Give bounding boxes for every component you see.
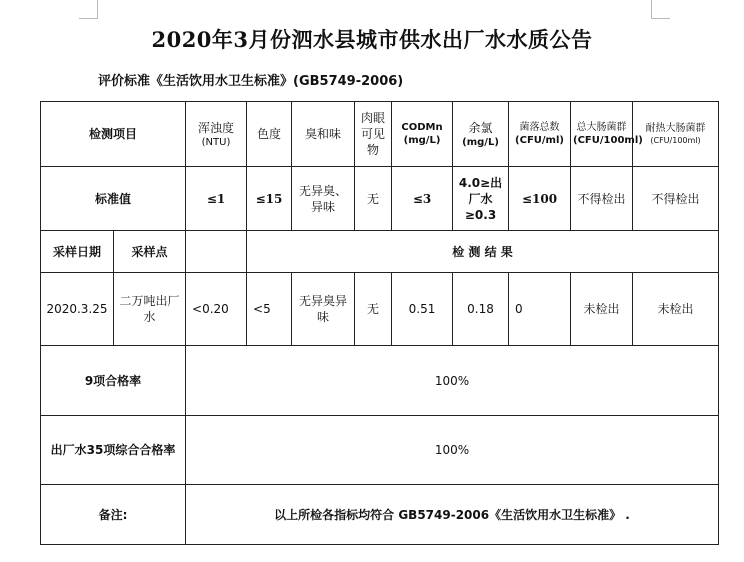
pass-rate-35-row <box>41 416 719 485</box>
bacteria-header <box>509 102 571 167</box>
standard-label: 标准值 <box>41 167 186 231</box>
bacteria-header-unit: (CFU/ml) <box>515 135 564 146</box>
turbidity-header-label: 浑浊度 <box>198 120 235 135</box>
result-point: 二万吨出厂水 <box>114 273 186 346</box>
chlorine-header-unit: (mg/L) <box>462 136 499 148</box>
standard-cod: ≤3 <box>392 167 453 231</box>
result-chlorine: 0.18 <box>453 273 509 346</box>
standard-color: ≤15 <box>247 167 292 231</box>
thermo-coliform-header-unit: (CFU/100ml) <box>650 136 701 145</box>
turbidity-header-unit: (NTU) <box>201 136 231 148</box>
results-header: 检 测 结 果 <box>247 231 719 273</box>
result-visible: 无 <box>355 273 392 346</box>
cod-header <box>392 102 453 167</box>
bacteria-header-label: 菌落总数 <box>519 122 560 133</box>
turbidity-header <box>186 102 247 167</box>
standard-chlorine: 4.0≥出厂水≥0.3 <box>453 167 509 231</box>
header-row <box>41 102 719 167</box>
odor-header: 臭和味 <box>292 102 355 167</box>
item-header: 检测项目 <box>41 102 186 167</box>
evaluation-standard: 评价标准《生活饮用水卫生标准》(GB5749-2006) <box>98 74 404 89</box>
result-turbidity: <0.20 <box>186 273 247 346</box>
coliform-header-label: 总大肠菌群 <box>576 122 627 133</box>
cod-header-unit: (mg/L) <box>403 135 441 146</box>
standard-visible: 无 <box>355 167 392 231</box>
thermo-coliform-header-label: 耐热大肠菌群 <box>645 123 706 134</box>
sampling-point-header: 采样点 <box>114 231 186 273</box>
coliform-header <box>571 102 643 167</box>
cod-header-label: CODMn <box>401 122 443 133</box>
page-corner-mark-left <box>79 0 98 19</box>
remarks-label: 备注: <box>41 485 186 545</box>
result-cod: 0.51 <box>392 273 453 346</box>
pass-rate-9-value: 100% <box>186 346 719 416</box>
pass-rate-9-row <box>41 346 719 416</box>
chlorine-header-label: 余氯 <box>468 120 493 135</box>
result-coliform: 未检出 <box>571 273 633 346</box>
result-thermo-coliform: 未检出 <box>633 273 719 346</box>
standard-thermo-coliform: 不得检出 <box>633 167 719 231</box>
result-date: 2020.3.25 <box>41 273 114 346</box>
remarks-text: 以上所检各指标均符合 GB5749-2006《生活饮用水卫生标准》 . <box>186 485 719 545</box>
standard-coliform: 不得检出 <box>571 167 633 231</box>
pass-rate-35-label: 出厂水35项综合合格率 <box>41 416 186 485</box>
remarks-row <box>41 485 719 545</box>
chlorine-header <box>453 102 509 167</box>
results-header-row <box>41 231 719 273</box>
pass-rate-9-label: 9项合格率 <box>41 346 186 416</box>
result-odor: 无异臭异味 <box>292 273 355 346</box>
result-bacteria: 0 <box>509 273 571 346</box>
standard-row <box>41 167 719 231</box>
coliform-header-unit: (CFU/100ml) <box>573 135 643 146</box>
page-corner-mark-right <box>651 0 670 19</box>
standard-odor: 无异臭、异味 <box>292 167 355 231</box>
water-quality-table <box>40 101 719 545</box>
standard-turbidity: ≤1 <box>186 167 247 231</box>
sampling-date-header: 采样日期 <box>41 231 114 273</box>
pass-rate-35-value: 100% <box>186 416 719 485</box>
color-header: 色度 <box>247 102 292 167</box>
thermo-coliform-header <box>633 102 719 167</box>
results-header-blank <box>186 231 247 273</box>
page-title: 2020年3月份泗水县城市供水出厂水水质公告 <box>151 27 593 52</box>
standard-bacteria: ≤100 <box>509 167 571 231</box>
visible-matter-header: 肉眼可见物 <box>355 102 392 167</box>
result-row <box>41 273 719 346</box>
result-color: <5 <box>247 273 292 346</box>
